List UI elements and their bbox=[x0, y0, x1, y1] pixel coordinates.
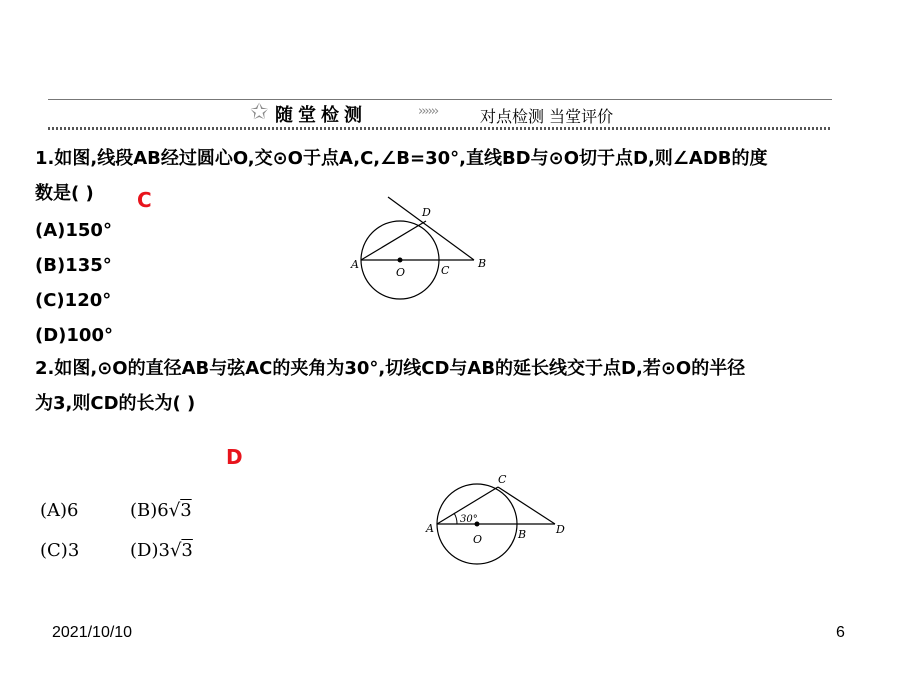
q2-text-line2: 为3,则CD的长为( ) bbox=[35, 393, 196, 414]
sqrt-icon: √ bbox=[169, 540, 182, 561]
q1-option-d: (D)100° bbox=[35, 325, 113, 346]
q1-label-o: O bbox=[396, 266, 406, 279]
q2-label-d: D bbox=[556, 523, 565, 536]
q1-label-b: B bbox=[478, 257, 487, 270]
q2-option-b-prefix: (B)6 bbox=[130, 500, 169, 521]
q1-center-dot bbox=[398, 258, 403, 263]
q1-text-line1: 1.如图,线段AB经过圆心O,交⊙O于点A,C,∠B=30°,直线BD与⊙O切于点D,则∠ADB的度 bbox=[35, 148, 768, 169]
q2-option-d-radicand: 3 bbox=[181, 540, 193, 561]
header-dotted-rule bbox=[48, 127, 832, 130]
q2-option-d bbox=[130, 540, 193, 561]
q2-option-a: (A)6 bbox=[40, 500, 79, 521]
q1-tangent-bd bbox=[388, 197, 474, 260]
q2-answer: D bbox=[226, 445, 243, 469]
star-icon: ✩ bbox=[250, 100, 269, 125]
q1-option-a: (A)150° bbox=[35, 220, 112, 241]
q1-figure bbox=[340, 190, 500, 315]
q2-label-o: O bbox=[473, 533, 483, 546]
q2-angle-arc bbox=[454, 513, 457, 524]
q1-label-c: C bbox=[441, 264, 450, 277]
page-number: 6 bbox=[836, 624, 845, 641]
q2-option-d-prefix: (D)3 bbox=[130, 540, 170, 561]
q2-option-b bbox=[130, 500, 192, 521]
q2-label-b: B bbox=[518, 528, 527, 541]
q1-segment-ad bbox=[361, 221, 426, 260]
q1-label-a: A bbox=[351, 258, 359, 271]
q1-answer: C bbox=[137, 188, 152, 212]
q2-text-line1: 2.如图,⊙O的直径AB与弦AC的夹角为30°,切线CD与AB的延长线交于点D,若⊙O的半径 bbox=[35, 358, 746, 379]
footer-date: 2021/10/10 bbox=[52, 624, 133, 641]
q2-option-c: (C)3 bbox=[40, 540, 80, 561]
header-arrows: ›››››› bbox=[418, 104, 438, 119]
section-subtitle: 对点检测 当堂评价 bbox=[480, 107, 614, 126]
q1-text-line2: 数是( ) bbox=[35, 183, 94, 204]
q2-option-b-radicand: 3 bbox=[180, 500, 192, 521]
section-title: 随堂检测 bbox=[275, 105, 367, 126]
q2-label-c: C bbox=[498, 473, 507, 486]
sqrt-icon: √ bbox=[168, 500, 181, 521]
q2-label-a: A bbox=[426, 522, 434, 535]
q2-angle-label: 30° bbox=[460, 514, 478, 525]
q1-label-d: D bbox=[422, 206, 431, 219]
q2-figure bbox=[420, 465, 580, 580]
q1-option-c: (C)120° bbox=[35, 290, 112, 311]
q2-tangent-cd bbox=[498, 487, 555, 524]
header-top-rule bbox=[48, 99, 832, 100]
q1-option-b: (B)135° bbox=[35, 255, 112, 276]
